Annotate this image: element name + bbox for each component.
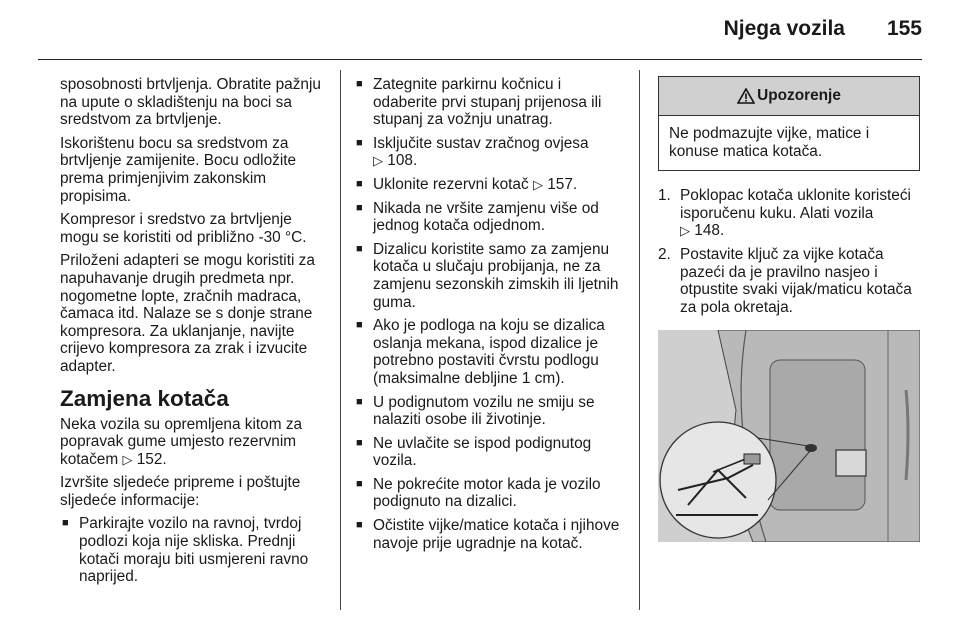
reference-arrow-icon: ▷	[373, 153, 383, 169]
list-item: 2. Postavite ključ za vijke kotača pazeći da je pravilno nasjeo i otpustite svaki vijak/maticu kotača za pola okretaja.	[658, 245, 912, 316]
list-item: ■ Nikada ne vršite zamjenu više od jednog kotača odjednom.	[356, 199, 599, 235]
paragraph: Iskorištenu bocu sa sredstvom za brtvljenje zamijenite. Bocu odložite prema primjenjivim zakonskim propisima.	[60, 134, 297, 205]
paragraph: Priloženi adapteri se mogu koristiti za napuhavanje drugih predmeta npr. nogometne lopte, zračnih madraca, čamaca itd. Nalaze se s donje strane kompresora. Za uklanjanje, navijte crijevo kompresora za zrak i izvucite adapter.	[60, 252, 315, 375]
paragraph: Izvršite sljedeće pripreme i poštujte sljedeće informacije:	[60, 474, 301, 509]
page-header	[0, 0, 960, 60]
header-divider	[38, 59, 922, 60]
square-bullet-icon: ■	[356, 519, 363, 532]
warning-header	[659, 77, 919, 116]
page-reference[interactable]: 108.	[387, 152, 418, 170]
square-bullet-icon: ■	[356, 177, 363, 190]
list-item: ■ Isključite sustav zračnog ovjesa ▷ 108.	[356, 134, 589, 170]
list-item: ■ U podignutom vozilu ne smiju se nalaziti osobe ili životinje.	[356, 393, 595, 429]
column-2	[354, 76, 626, 558]
section-heading: Zamjena kotača	[60, 385, 229, 411]
column-divider-2	[639, 70, 640, 610]
paragraph: sposobnosti brtvljenja. Obratite pažnju na upute o skladištenju na boci sa sredstvom za brtvljenje.	[60, 76, 321, 129]
list-item: ■ Očistite vijke/matice kotača i njihove navoje prije ugradnje na kotač.	[356, 517, 620, 552]
list-item: ■ Parkirajte vozilo na ravnoj, tvrdoj podlozi koja nije skliska. Prednji kotači moraju biti usmjereni ravno naprijed.	[62, 515, 309, 586]
column-3	[658, 76, 920, 542]
page-reference[interactable]: 148.	[694, 222, 725, 240]
section-title: Njega vozila	[723, 17, 845, 40]
square-bullet-icon: ■	[356, 78, 363, 90]
square-bullet-icon: ■	[356, 436, 363, 449]
list-item: ■ Ako je podloga na koju se dizalica oslanja mekana, ispod dizalice je potrebno postaviti čvrstu podlogu (maksimalne debljine 1 cm).	[356, 317, 605, 387]
wheel-jack-illustration	[658, 330, 920, 542]
list-item: 1. Poklopac kotača uklonite koristeći isporučenu kuku. Alati vozila ▷ 148.	[658, 187, 911, 240]
page-reference[interactable]: 152.	[136, 450, 167, 468]
square-bullet-icon: ■	[356, 319, 363, 332]
column-divider-1	[340, 70, 341, 610]
warning-title: Upozorenje	[757, 87, 841, 105]
list-item: ■ Uklonite rezervni kotač ▷ 157.	[356, 175, 578, 193]
column-1	[60, 76, 328, 592]
page-reference[interactable]: 157.	[547, 175, 578, 193]
reference-arrow-icon: ▷	[122, 451, 133, 467]
list-item: ■ Dizalicu koristite samo za zamjenu kotača u slučaju probijanja, ne za zamjenu sezonskih zimskih ili ljetnih guma.	[356, 240, 619, 311]
warning-triangle-icon	[737, 88, 755, 104]
square-bullet-icon: ■	[62, 517, 69, 530]
square-bullet-icon: ■	[356, 242, 363, 255]
square-bullet-icon: ■	[356, 201, 363, 214]
square-bullet-icon: ■	[356, 477, 363, 490]
illustration-svg	[658, 330, 920, 542]
warning-text: Ne podmazujte vijke, matice i konuse matica kotača.	[669, 125, 870, 160]
page-number: 155	[886, 17, 922, 40]
paragraph: Kompresor i sredstvo za brtvljenje mogu se koristiti od približno -30 °C.	[60, 211, 307, 246]
square-bullet-icon: ■	[356, 395, 363, 408]
warning-box	[658, 76, 920, 171]
paragraph: Neka vozila su opremljena kitom za popravak gume umjesto rezervnim kotačem ▷ 152.	[60, 415, 303, 468]
list-item: ■ Zategnite parkirnu kočnicu i odaberite prvi stupanj prijenosa ili stupanj za vožnju unatrag.	[356, 76, 602, 129]
square-bullet-icon: ■	[356, 136, 363, 149]
reference-arrow-icon: ▷	[532, 176, 543, 192]
list-item: ■ Ne pokrećite motor kada je vozilo podignuto na dizalici.	[356, 475, 601, 511]
reference-arrow-icon: ▷	[680, 223, 690, 239]
list-item: ■ Ne uvlačite se ispod podignutog vozila.	[356, 434, 592, 470]
